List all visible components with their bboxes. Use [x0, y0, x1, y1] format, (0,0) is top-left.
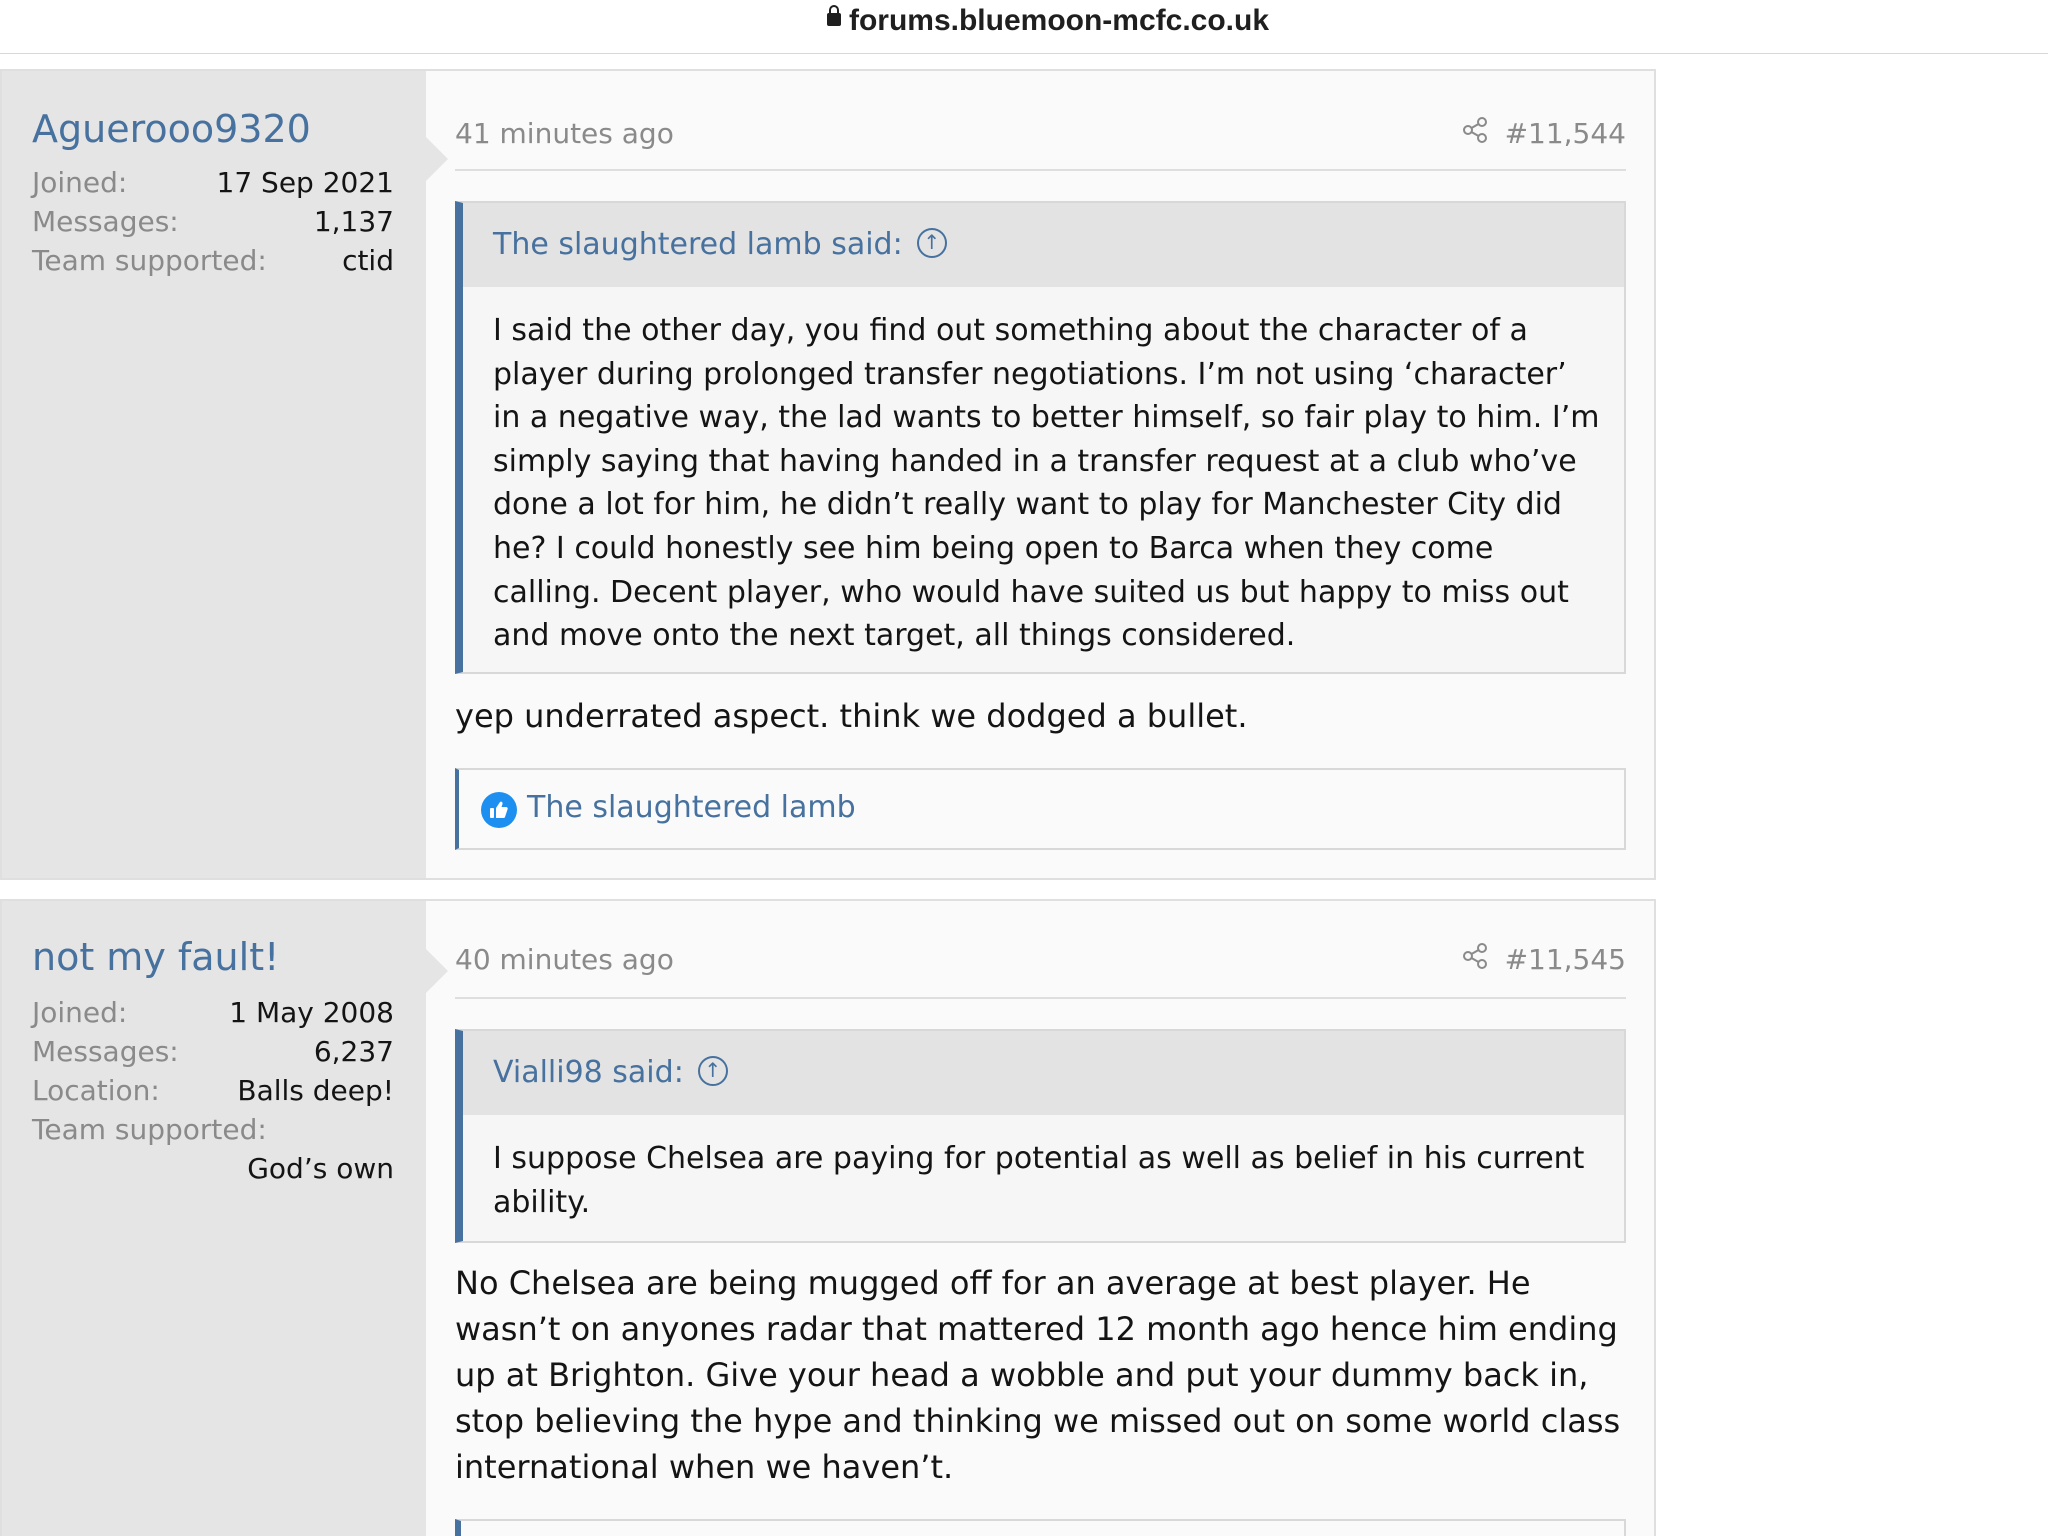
divider [455, 169, 1626, 171]
stat-label: Messages: [32, 205, 179, 238]
post-time[interactable]: 40 minutes ago [455, 943, 674, 976]
username[interactable]: Aguerooo9320 [32, 107, 311, 151]
user-stats [32, 163, 394, 280]
post-time[interactable]: 41 minutes ago [455, 117, 674, 150]
stat-row-team [32, 241, 394, 280]
url-text: forums.bluemoon-mcfc.co.uk [848, 4, 1270, 37]
stat-row-messages [32, 1032, 394, 1071]
quote-author[interactable]: Vialli98 said: [493, 1055, 684, 1090]
browser-address-bar[interactable] [0, 0, 2048, 54]
quote-block [455, 1029, 1626, 1243]
quote-block [455, 201, 1626, 674]
quote-header[interactable] [463, 203, 1624, 287]
stat-value: ctid [342, 244, 394, 277]
stat-value: 1,137 [313, 205, 394, 238]
stat-value: Balls deep! [237, 1074, 394, 1107]
lock-icon [827, 13, 841, 26]
quote-author[interactable]: The slaughtered lamb said: [493, 227, 903, 262]
arrow-up-circle-icon[interactable] [917, 228, 947, 258]
stat-value: 1 May 2008 [229, 996, 394, 1029]
share-icon[interactable] [1460, 115, 1490, 145]
divider [455, 997, 1626, 999]
quote-text: I said the other day, you find out something about the character of a player during prolonged transfer negotiations. I’m not using ‘character’ in a negative way, the lad wants to better himself, so fair play to him. I’m simply saying that having handed in a transfer request at a club who’ve done a lot for him, he didn’t really want to play for Manchester City did he? I could honestly see him being open to Barca when they come calling. Decent player, who would have suited us but happy to miss out and move onto the next target, all things considered. [493, 313, 1600, 654]
stat-value: 6,237 [313, 1035, 394, 1068]
stat-row-team [32, 1110, 394, 1149]
stat-label: Joined: [32, 166, 128, 199]
stat-value: God’s own [247, 1152, 394, 1185]
forum-post [0, 69, 1656, 880]
url-display[interactable] [0, 4, 2048, 38]
post-message: yep underrated aspect. think we dodged a bullet. [455, 697, 1248, 735]
post-message: No Chelsea are being mugged off for an average at best player. He wasn’t on anyones radar that mattered 12 month ago hence him ending up at Brighton. Give your head a wobble and put your dummy back in, stop believing the hype and thinking we missed out on some world class international when we haven’t. [455, 1264, 1621, 1486]
stat-label: Messages: [32, 1035, 179, 1068]
thumbs-up-icon [481, 792, 517, 828]
stat-row-messages [32, 202, 394, 241]
reaction-user-link[interactable]: The slaughtered lamb [527, 790, 856, 825]
share-icon[interactable] [1460, 941, 1490, 971]
stat-row-joined [32, 993, 394, 1032]
stat-label: Location: [32, 1074, 160, 1107]
username[interactable]: not my fault! [32, 935, 280, 979]
forum-post [0, 899, 1656, 1536]
post-meta [455, 931, 1626, 991]
user-info-cell [2, 901, 426, 1536]
arrow-up-circle-icon[interactable] [698, 1056, 728, 1086]
user-stats [32, 993, 394, 1188]
reactions-bar [455, 1519, 1626, 1536]
user-info-cell [2, 71, 426, 878]
stat-label: Team supported: [32, 1113, 267, 1146]
quote-text: I suppose Chelsea are paying for potential as well as belief in his current ability. [493, 1141, 1585, 1220]
reactions-bar [455, 768, 1626, 850]
post-meta [455, 105, 1626, 165]
stat-value: 17 Sep 2021 [216, 166, 394, 199]
stat-label: Joined: [32, 996, 128, 1029]
stat-row-team-value [32, 1149, 394, 1188]
post-number-link[interactable]: #11,544 [1504, 117, 1626, 150]
quote-header[interactable] [463, 1031, 1624, 1115]
stat-row-joined [32, 163, 394, 202]
stat-row-location [32, 1071, 394, 1110]
post-number-link[interactable]: #11,545 [1504, 943, 1626, 976]
stat-label: Team supported: [32, 244, 267, 277]
